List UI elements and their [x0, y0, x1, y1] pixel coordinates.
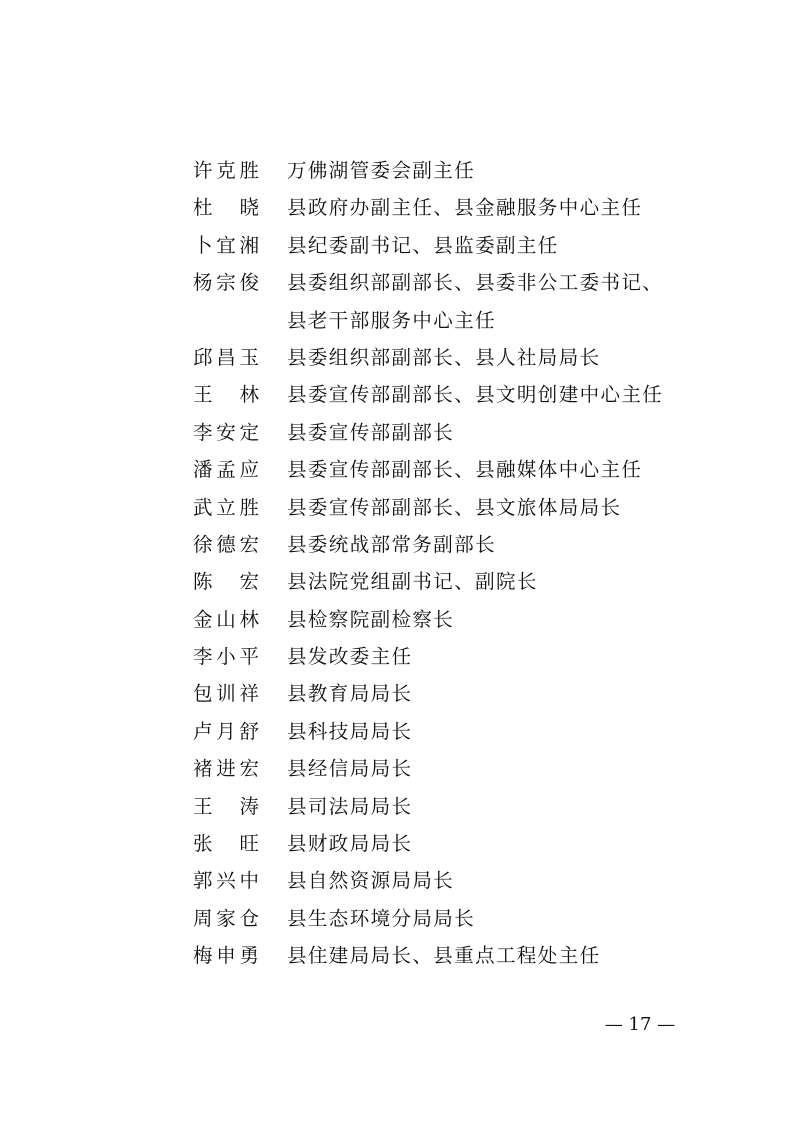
personnel-row	[193, 227, 753, 264]
personnel-list	[193, 152, 753, 975]
personnel-row	[193, 339, 753, 376]
person-title: 县教育局局长	[287, 682, 413, 706]
personnel-row	[193, 152, 753, 189]
personnel-row	[193, 489, 753, 526]
page-number: — 17 —	[604, 1014, 676, 1035]
person-title: 县财政局局长	[287, 832, 413, 856]
personnel-row	[193, 750, 753, 787]
person-title: 县委宣传部副部长、县融媒体中心主任	[287, 458, 643, 482]
personnel-row	[193, 414, 753, 451]
person-title: 县委宣传部副部长、县文旅体局局长	[287, 495, 622, 519]
person-name: 许克胜	[193, 159, 259, 182]
person-title: 县委统战部常务副部长	[287, 532, 497, 556]
person-name: 褚进宏	[193, 757, 259, 781]
personnel-row	[193, 563, 753, 600]
person-name: 王 林	[193, 383, 259, 407]
personnel-row	[193, 189, 753, 226]
person-name: 杜 晓	[193, 196, 259, 220]
personnel-row-continuation	[193, 302, 753, 339]
personnel-row	[193, 264, 753, 301]
personnel-row	[193, 601, 753, 638]
person-name: 郭兴中	[193, 869, 259, 893]
person-name: 卜宜湘	[193, 233, 259, 257]
person-name: 杨宗俊	[193, 271, 259, 295]
personnel-row	[193, 900, 753, 937]
personnel-row	[193, 825, 753, 862]
person-name: 陈 宏	[193, 570, 259, 594]
person-name: 徐德宏	[193, 532, 259, 556]
person-title: 县委宣传部副部长、县文明创建中心主任	[287, 383, 664, 407]
person-title: 县法院党组副书记、副院长	[287, 570, 538, 594]
person-title: 县自然资源局局长	[287, 869, 455, 893]
person-name: 包训祥	[193, 682, 259, 706]
person-name: 金山林	[193, 607, 259, 631]
person-title: 县政府办副主任、县金融服务中心主任	[287, 196, 643, 220]
person-title: 县发改委主任	[287, 645, 413, 669]
person-name: 王 涛	[193, 794, 259, 818]
person-title: 县检察院副检察长	[287, 607, 455, 631]
person-name: 周家仓	[193, 906, 259, 930]
person-name: 卢月舒	[193, 719, 259, 743]
personnel-row	[193, 638, 753, 675]
personnel-row	[193, 937, 753, 974]
person-name: 武立胜	[193, 495, 259, 519]
personnel-row	[193, 451, 753, 488]
person-name: 潘孟应	[193, 458, 259, 482]
person-title: 县纪委副书记、县监委副主任	[287, 233, 559, 257]
personnel-row	[193, 376, 753, 413]
personnel-row	[193, 788, 753, 825]
personnel-row	[193, 713, 753, 750]
personnel-row	[193, 526, 753, 563]
person-title: 县经信局局长	[287, 757, 413, 781]
person-title: 县住建局局长、县重点工程处主任	[287, 944, 601, 968]
person-name: 李小平	[193, 645, 259, 669]
person-title: 县委组织部副部长、县委非公工委书记、	[287, 271, 664, 295]
person-title: 县科技局局长	[287, 719, 413, 743]
person-name: 李安定	[193, 420, 259, 444]
person-title: 县司法局局长	[287, 794, 413, 818]
person-name: 邱昌玉	[193, 345, 259, 369]
person-title: 县委宣传部副部长	[287, 420, 455, 444]
personnel-row	[193, 862, 753, 899]
personnel-row	[193, 675, 753, 712]
person-title: 县老干部服务中心主任	[287, 308, 497, 332]
person-name: 张 旺	[193, 832, 259, 856]
person-title: 县生态环境分局局长	[287, 906, 476, 930]
person-title: 县委组织部副部长、县人社局局长	[287, 345, 601, 369]
person-title: 万佛湖管委会副主任	[287, 159, 476, 182]
person-name: 梅申勇	[193, 944, 259, 968]
